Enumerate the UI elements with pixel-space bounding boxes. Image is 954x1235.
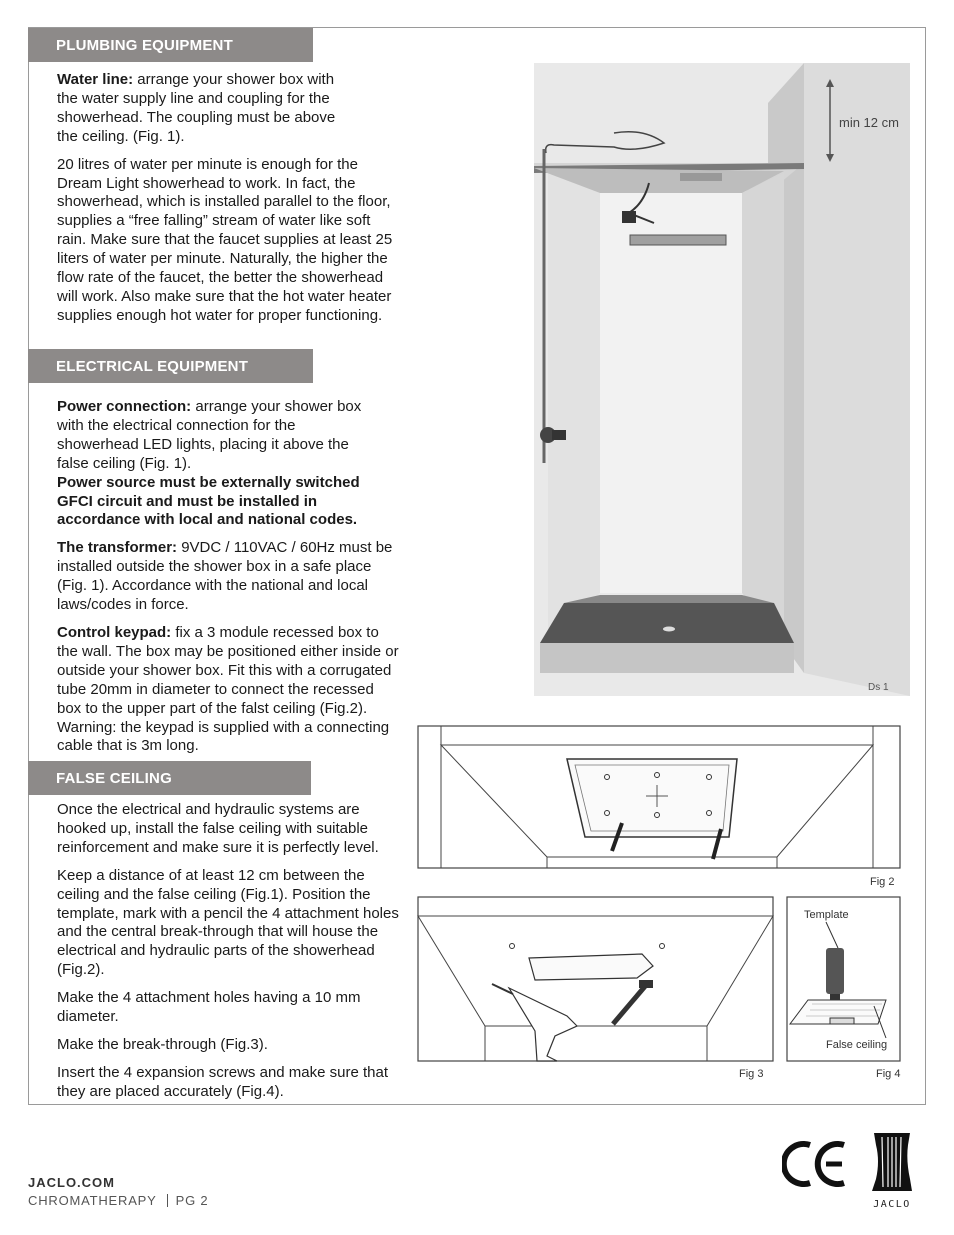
water-line-paragraph [57, 71, 357, 147]
water-line-text: arrange your shower box with the water supply line and coupling for the showerhead. The coupling must be above the ceiling. (Fig. 1). [57, 71, 336, 145]
control-keypad-text: fix a 3 module recessed box to the wall. The box may be positioned either inside or outside your shower box. Fit this with a corrugated tube 20mm in diameter to connect the recessed box to the upper part of the falst ceiling (Fig.2). Warning: the keypad is supplied with a connecting cable that is 3m long. [57, 623, 399, 755]
footer-product: CHROMATHERAPY [28, 1193, 157, 1208]
fig2-label: Fig 2 [870, 876, 895, 888]
false-ceiling-p5: Insert the 4 expansion screws and make sure that they are placed accurately (Fig.4). [57, 1063, 389, 1100]
false-ceiling-p4: Make the break-through (Fig.3). [57, 1035, 268, 1053]
gfci-warning [57, 474, 399, 531]
transformer-text: 9VDC / 110VAC / 60Hz must be installed outside the shower box in a safe place (Fig. 1). Accordance with the national and local laws/codes in force. [57, 539, 393, 614]
false-ceiling-p1: Once the electrical and hydraulic systems are hooked up, install the false ceiling with suitable reinforcement and make sure it is perfectly level. [57, 801, 379, 856]
jaclo-brand-logo [870, 1131, 914, 1211]
plumbing-text [57, 71, 399, 326]
electrical-text [57, 398, 399, 756]
control-keypad-label: Control keypad: [57, 623, 172, 641]
footer-page: PG 2 [175, 1193, 209, 1208]
power-connection-text: arrange your shower box with the electrical connection for the showerhead LED lights, placing it above the false ceiling (Fig. 1). [57, 398, 362, 472]
fig3-label: Fig 3 [739, 1068, 764, 1080]
fig4-false-ceiling-label: False ceiling [826, 1039, 888, 1051]
false-ceiling-text [57, 801, 399, 1102]
control-keypad-paragraph [57, 624, 399, 756]
fig4-label: Fig 4 [876, 1068, 901, 1080]
figure-4-screws [786, 896, 901, 1062]
fig4-template-label: Template [804, 909, 849, 921]
water-line-label: Water line: [57, 71, 134, 88]
section-header-false-ceiling: FALSE CEILING [28, 761, 311, 795]
transformer-label: The transformer: [57, 539, 178, 557]
transformer-paragraph [57, 539, 399, 615]
false-ceiling-p2: Keep a distance of at least 12 cm between the ceiling and the false ceiling (Fig.1). Position the template, mark with a pencil the 4 attachment holes and the central break-through that will house the electrical and hydraulic parts of the showerhead (Fig.2). [57, 866, 399, 979]
fig1-dimension-label: min 12 cm [839, 115, 899, 130]
footer-product-line [28, 1193, 208, 1208]
false-ceiling-p3: Make the 4 attachment holes having a 10 mm diameter. [57, 989, 361, 1026]
figure-2-template [417, 725, 901, 870]
fig1-label: Ds 1 [868, 682, 889, 693]
power-connection-paragraph [57, 398, 367, 474]
footer-separator [167, 1194, 168, 1207]
figure-1-shower-box [534, 63, 910, 696]
jaclo-logo-text: JACLO [873, 1199, 911, 1210]
gfci-warning-text: Power source must be externally switched GFCI circuit and must be installed in accordance with local and national codes. [57, 473, 360, 529]
section-header-plumbing: PLUMBING EQUIPMENT [28, 28, 313, 62]
ce-mark-logo [782, 1141, 848, 1187]
footer-site[interactable]: JACLO.COM [28, 1175, 115, 1190]
flow-rate-paragraph: 20 litres of water per minute is enough for the Dream Light showerhead to work. In fact, the showerhead, which is installed parallel to the floor, supplies a “free falling” stream of water like soft rain. Make sure that the faucet supplies at least 25 liters of water per minute. Naturally, the higher the flow rate of the faucet, the better the showerhead will work. Also make sure that the hot water heater supplies enough hot water for proper functioning. [57, 155, 393, 324]
figure-3-drilling [417, 896, 774, 1062]
power-connection-label: Power connection: [57, 398, 192, 415]
section-header-electrical: ELECTRICAL EQUIPMENT [28, 349, 313, 383]
